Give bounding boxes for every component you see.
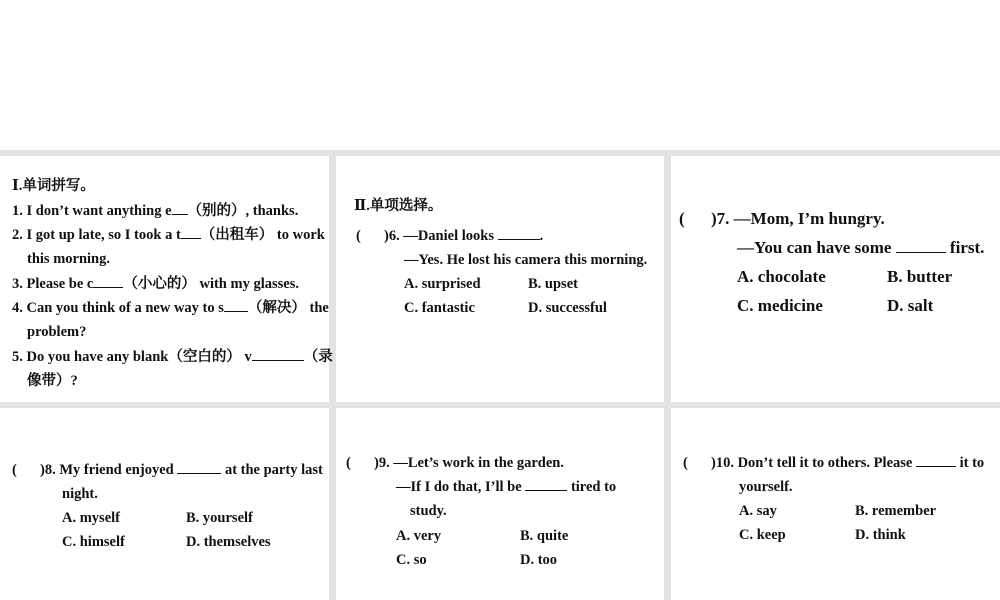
option-b[interactable]: B. upset: [528, 276, 578, 292]
option-b[interactable]: B. remember: [855, 503, 937, 519]
answer-blank[interactable]: [181, 224, 201, 239]
answer-blank[interactable]: [177, 459, 221, 474]
answer-blank[interactable]: [498, 225, 540, 240]
question-7-reply: —You can have some first.: [737, 238, 985, 257]
option-b[interactable]: B. quite: [520, 528, 569, 544]
question-5: 5. Do you have any blank（空白的） v （录: [12, 345, 333, 369]
option-a[interactable]: A. myself: [62, 510, 120, 526]
answer-paren[interactable]: (: [356, 228, 361, 244]
question-4-cont: problem?: [27, 324, 87, 340]
option-a[interactable]: A. say: [739, 503, 777, 519]
question-6: )6. —Daniel looks .: [384, 224, 543, 248]
question-5-cont: 像带）?: [27, 373, 78, 389]
option-d[interactable]: D. successful: [528, 300, 607, 316]
option-c[interactable]: C. fantastic: [404, 300, 475, 316]
question-9-reply: —If I do that, I’ll be tired to: [396, 475, 616, 499]
panel-choice-q8: [0, 408, 329, 600]
option-d[interactable]: D. salt: [887, 296, 934, 315]
section-heading: Ⅰ.单词拼写。: [12, 178, 95, 194]
option-d[interactable]: D. think: [855, 527, 906, 543]
answer-blank[interactable]: [172, 200, 188, 215]
answer-blank[interactable]: [252, 346, 304, 361]
question-4: 4. Can you think of a new way to s （解决） the: [12, 296, 329, 320]
question-10-cont: yourself.: [739, 479, 793, 495]
option-c[interactable]: C. medicine: [737, 296, 823, 315]
option-a[interactable]: A. chocolate: [737, 267, 826, 286]
question-3: 3. Please be c （小心的） with my glasses.: [12, 272, 299, 296]
answer-paren[interactable]: (: [12, 462, 17, 478]
answer-blank[interactable]: [525, 476, 567, 491]
question-2-cont: this morning.: [27, 251, 110, 267]
panel-spelling: [0, 156, 333, 402]
question-6-reply: —Yes. He lost his camera this morning.: [404, 252, 648, 268]
worksheet-grid: [0, 150, 1000, 600]
answer-blank[interactable]: [93, 273, 123, 288]
panel-choice-q6: [336, 156, 664, 402]
question-2: 2. I got up late, so I took a t （出租车） to work: [12, 223, 325, 247]
option-b[interactable]: B. yourself: [186, 510, 253, 526]
option-c[interactable]: C. himself: [62, 534, 125, 550]
question-9: )9. —Let’s work in the garden.: [374, 455, 564, 471]
answer-paren[interactable]: (: [683, 455, 688, 471]
question-10: )10. Don’t tell it to others. Please it to: [711, 451, 984, 475]
panel-choice-q7: [671, 156, 1000, 402]
option-c[interactable]: C. so: [396, 552, 427, 568]
option-a[interactable]: A. surprised: [404, 276, 481, 292]
question-7: )7. —Mom, I’m hungry.: [711, 209, 885, 228]
option-b[interactable]: B. butter: [887, 267, 953, 286]
answer-blank[interactable]: [916, 452, 956, 467]
panel-choice-q10: [671, 408, 1000, 600]
answer-paren[interactable]: (: [346, 455, 351, 471]
panel-choice-q9: [336, 408, 664, 600]
option-d[interactable]: D. themselves: [186, 534, 271, 550]
question-1: 1. I don’t want anything e （别的）, thanks.: [12, 199, 298, 223]
answer-blank[interactable]: [224, 297, 248, 312]
answer-paren[interactable]: (: [679, 209, 685, 228]
option-a[interactable]: A. very: [396, 528, 442, 544]
answer-blank[interactable]: [896, 236, 946, 253]
question-8-cont: night.: [62, 486, 98, 502]
question-8: )8. My friend enjoyed at the party last: [40, 458, 323, 482]
option-d[interactable]: D. too: [520, 552, 558, 568]
question-9-cont: study.: [410, 503, 447, 519]
section-heading: Ⅱ.单项选择。: [354, 198, 443, 214]
option-c[interactable]: C. keep: [739, 527, 786, 543]
